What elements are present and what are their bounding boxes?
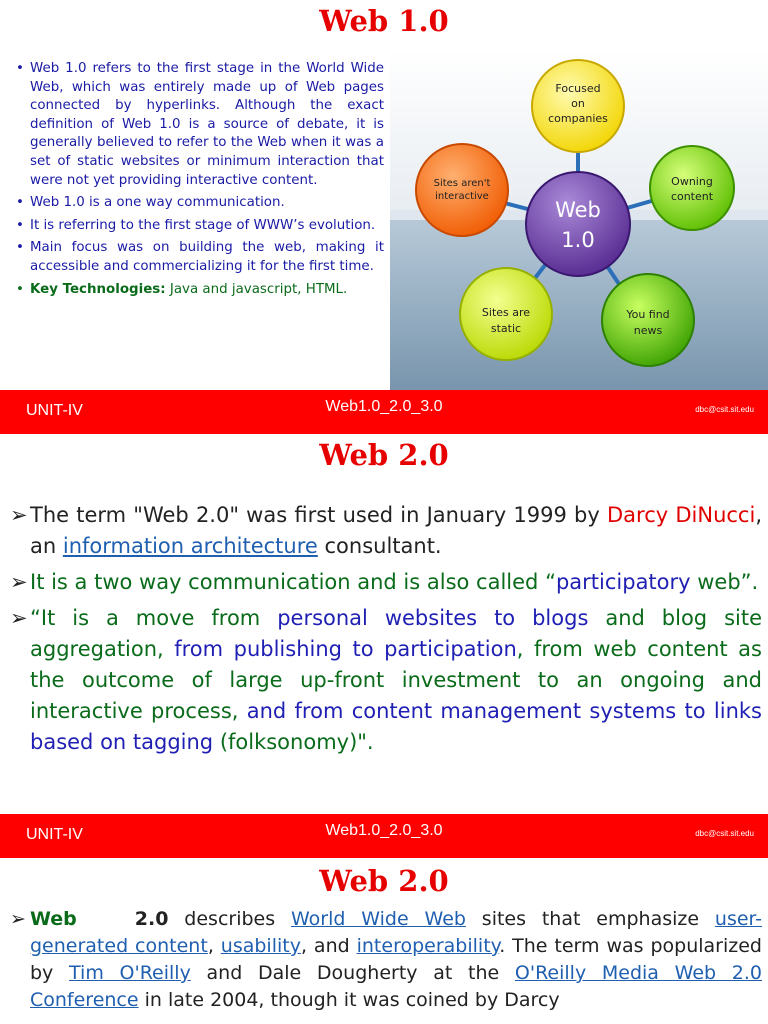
slide-web2-a xyxy=(0,434,768,814)
text-run: , from web content as the outcome of large up-front investment to an ongoing and interactive process, xyxy=(30,637,762,723)
text-run: , an xyxy=(30,503,762,558)
text-run: describes xyxy=(168,908,291,930)
text-run: It is a two way communication and is also called “ xyxy=(30,570,556,594)
slide-footer xyxy=(0,814,768,858)
diagram-svg xyxy=(390,50,768,390)
bullet-item: • It is referring to the first stage of WWW’s evolution. xyxy=(14,217,384,236)
arrow-bullet-item xyxy=(10,567,762,598)
arrow-bullet-list xyxy=(10,500,762,763)
node-top-label-2: on xyxy=(571,97,585,110)
bold-web: Web xyxy=(30,908,77,930)
link-interoperability[interactable]: interoperability xyxy=(356,935,500,957)
highlight-participatory: participatory xyxy=(555,570,691,594)
highlight-run: and from content management systems to links based on tagging xyxy=(30,699,762,754)
footer-unit: UNIT-IV xyxy=(26,402,83,419)
slide-footer xyxy=(0,390,768,434)
node-right-circle xyxy=(650,146,734,230)
person-name: Darcy DiNucci xyxy=(606,503,756,527)
arrow-bullet-item xyxy=(10,603,762,758)
node-top-label-3: companies xyxy=(548,112,608,125)
center-label-2: 1.0 xyxy=(561,228,595,252)
bold-version: 2.0 xyxy=(134,908,169,930)
text-run: sites that emphasize xyxy=(465,908,715,930)
bullet-item: • Web 1.0 is a one way communication. xyxy=(14,194,384,213)
footer-email: dbc@csit.sit.edu xyxy=(695,405,754,414)
arrow-bullet-item xyxy=(10,500,762,562)
node-right-label-1: Owning xyxy=(671,175,713,188)
key-technologies-label: Key Technologies: xyxy=(30,281,166,297)
center-circle xyxy=(526,172,630,276)
slide-title: Web 1.0 xyxy=(319,4,449,38)
arrow-bullet-item xyxy=(10,906,762,1014)
node-left-circle xyxy=(416,144,508,236)
node-bottom-right-label-2: news xyxy=(633,324,663,337)
text-run: web”. xyxy=(690,570,759,594)
bullet-item: • Web 1.0 refers to the first stage in the World Wide Web, which was entirely made up of Web pages connected by hyperlinks. Although the exact definition of Web 1.0 is a source of debate, it is generally believed to refer to the Web when it was a set of static websites or minimum interaction that were not yet providing interactive content. xyxy=(14,60,384,190)
footer-unit: UNIT-IV xyxy=(26,826,83,843)
node-left-label-2: interactive xyxy=(435,191,489,202)
slide-web2-b xyxy=(0,858,768,1024)
text-run: , xyxy=(207,935,221,957)
node-right-label-2: content xyxy=(670,190,714,203)
bullet-item: • Main focus was on building the web, making it accessible and commercializing it for the first time. xyxy=(14,239,384,276)
node-bottom-left-label-2: static xyxy=(490,322,522,335)
footer-email: dbc@csit.sit.edu xyxy=(695,829,754,838)
footer-title: Web1.0_2.0_3.0 xyxy=(325,822,443,839)
footer-title: Web1.0_2.0_3.0 xyxy=(325,398,443,415)
node-bottom-left-label-1: Sites are xyxy=(481,306,531,319)
arrow-bullet-list xyxy=(10,906,762,1019)
highlight-run: from publishing to participation xyxy=(174,637,517,661)
link-tim-oreilly[interactable]: Tim O'Reilly xyxy=(69,962,191,984)
center-label-1: Web xyxy=(555,198,601,222)
text-run: The term "Web 2.0" was first used in January 1999 by xyxy=(30,503,607,527)
slide-title: Web 2.0 xyxy=(319,438,449,472)
node-bottom-right-label-1: You find xyxy=(626,308,670,321)
text-run: . The term was popularized by xyxy=(30,935,762,984)
link-world-wide-web[interactable]: World Wide Web xyxy=(290,908,466,930)
node-top-label-1: Focused xyxy=(555,82,601,95)
text-run: “It is a move from xyxy=(30,606,278,630)
text-run: (folksonomy)". xyxy=(213,730,374,754)
bullet-item-key-technologies xyxy=(14,281,384,300)
web1-diagram xyxy=(390,50,768,390)
text-run: in late 2004, though it was coined by Darcy xyxy=(138,989,560,1011)
text-run: and Dale Dougherty at the xyxy=(190,962,515,984)
text-run: and blog site aggregation, xyxy=(30,606,763,661)
text-run: consultant. xyxy=(317,534,442,558)
slide-web1 xyxy=(0,0,768,390)
key-technologies-text: Java and javascript, HTML. xyxy=(165,281,348,297)
link-information-architecture[interactable]: information architecture xyxy=(62,534,318,558)
node-left-label-1: Sites aren't xyxy=(433,178,491,189)
link-user-generated-content[interactable]: user-generated content xyxy=(30,908,762,957)
slide-title: Web 2.0 xyxy=(319,864,449,898)
link-oreilly-conference[interactable]: O'Reilly Media Web 2.0 Conference xyxy=(30,962,762,1011)
link-usability[interactable]: usability xyxy=(220,935,301,957)
bullet-list xyxy=(14,60,384,303)
text-run: , and xyxy=(300,935,357,957)
highlight-run: personal websites to blogs xyxy=(277,606,589,630)
